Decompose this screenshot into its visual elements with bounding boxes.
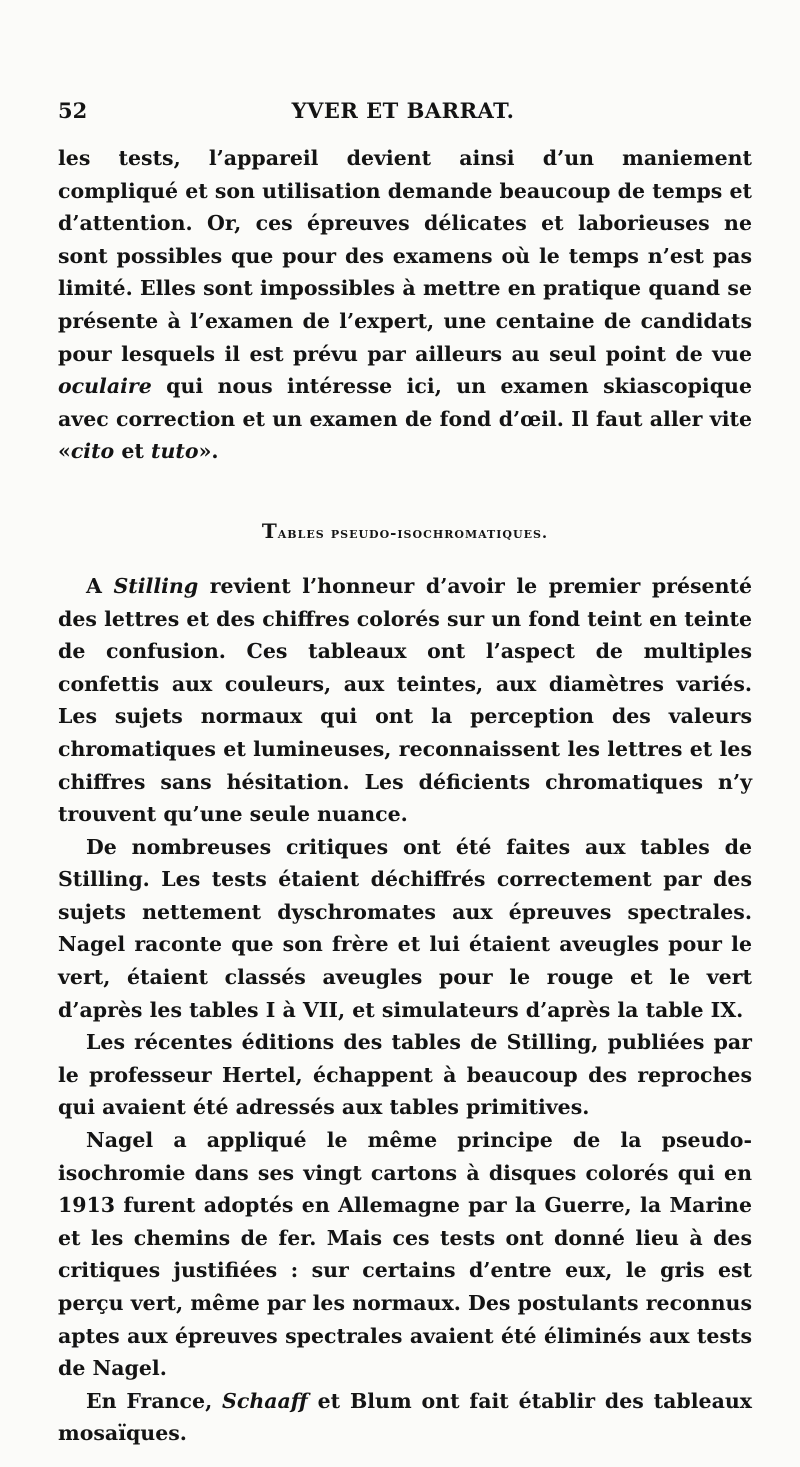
paragraph-4: Les récentes éditions des tables de Stilling, publiées par le professeur Hertel, échappent à beaucoup des reproches qui avaient été adressés aux tables primitives. bbox=[58, 1030, 752, 1120]
paragraph-1-text-cont: qui nous intéresse ici, un examen skiascopique avec correction et un examen de fond d’œil. Il faut aller vite « bbox=[58, 374, 752, 464]
section-title-cap: T bbox=[261, 518, 278, 543]
body-text bbox=[58, 142, 752, 1450]
paragraph-2 bbox=[58, 570, 752, 831]
italic-cito: cito bbox=[70, 439, 115, 464]
italic-oculaire: oculaire bbox=[58, 374, 152, 399]
paragraph-1 bbox=[58, 142, 752, 468]
section-title-rest: ables pseudo-isochromatiques. bbox=[277, 523, 549, 542]
paragraph-5: Nagel a appliqué le même principe de la pseudo-isochromie dans ses vingt cartons à disques colorés qui en 1913 furent adoptés en Allemagne par la Guerre, la Marine et les chemins de fer. Mais ces tests ont donné lieu à des critiques justifiées : sur certains d’entre eux, le gris est perçu vert, même par les normaux. Des postulants reconnus aptes aux épreuves spectrales avaient été éliminés aux tests de Nagel. bbox=[58, 1128, 752, 1381]
paragraph-1-text: les tests, l’appareil devient ainsi d’un maniement compliqué et son utilisation demande beaucoup de temps et d’attention. Or, ces épreuves délicates et laborieuses ne sont possibles que pour des examens où le temps n’est pas limité. Elles sont impossibles à mettre en pratique quand se présente à l’examen de l’expert, une centaine de candidats pour lesquels il est prévu par ailleurs au seul point de vue bbox=[58, 146, 752, 366]
paragraph-2-text: revient l’honneur d’avoir le premier présenté des lettres et des chiffres colorés sur un fond teint en teinte de confusion. Ces tableaux ont l’aspect de multiples confettis aux couleurs, aux teintes, aux diamètres variés. Les sujets normaux qui ont la perception des valeurs chromatiques et lumineuses, reconnaissent les lettres et les chiffres sans hésitation. Les déficients chromatiques n’y trouvent qu’une seule nuance. bbox=[58, 573, 753, 827]
paragraph-2-lead: A bbox=[86, 573, 114, 598]
section-title bbox=[58, 516, 752, 546]
paragraph-3: De nombreuses critiques ont été faites aux tables de Stilling. Les tests étaient déchiffrés correctement par des sujets nettement dyschromates aux épreuves spectrales. Nagel raconte que son frère et lui étaient aveugles pour le vert, étaient classés aveugles pour le rouge et le vert d’après les tables I à VII, et simulateurs d’après la table IX. bbox=[58, 834, 752, 1022]
italic-schaaff: Schaaff bbox=[222, 1388, 308, 1413]
paragraph-6-text: et Blum ont fait établir des tableaux mosaïques. bbox=[58, 1388, 752, 1446]
paragraph-6-lead: En France, bbox=[86, 1388, 223, 1413]
page-header bbox=[58, 98, 748, 132]
page-number: 52 bbox=[58, 98, 88, 123]
running-head: YVER ET BARRAT. bbox=[291, 98, 515, 123]
italic-tuto: tuto bbox=[151, 439, 199, 464]
paragraph-6 bbox=[58, 1385, 752, 1450]
italic-stilling: Stilling bbox=[113, 573, 199, 598]
closing-quote: ». bbox=[198, 439, 219, 464]
connector-et: et bbox=[114, 439, 152, 464]
